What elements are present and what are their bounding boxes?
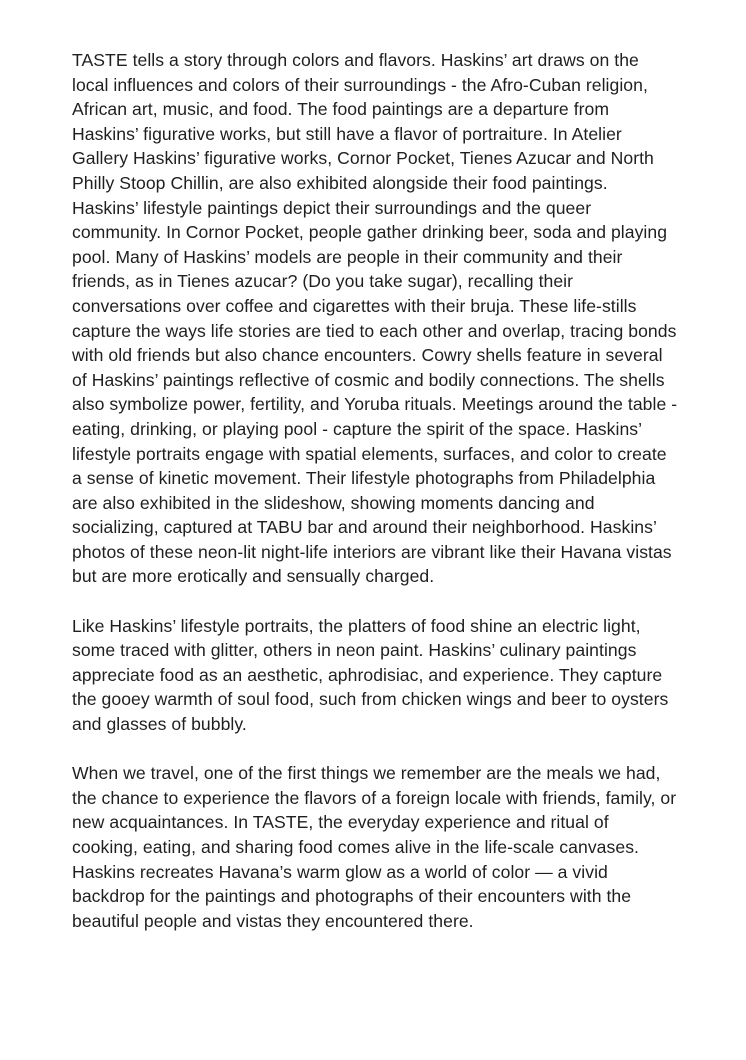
article-body bbox=[72, 48, 678, 933]
paragraph-food-paintings: Like Haskins’ lifestyle portraits, the platters of food shine an electric light, some traced with glitter, others in neon paint. Haskins’ culinary paintings appreciate food as an aesthetic, aphrodisiac, and experience. They capture the gooey warmth of soul food, such from chicken wings and beer to oysters and glasses of bubbly. bbox=[72, 615, 669, 735]
paragraph-travel: When we travel, one of the first things we remember are the meals we had, the chance to experience the flavors of a foreign locale with friends, family, or new acquaintances. In TASTE, the everyday experience and ritual of cooking, eating, and sharing food comes alive in the life-scale canvases. Haskins recreates Havana’s warm glow as a world of color — a vivid backdrop for the paintings and photographs of their encounters with the beautiful people and vistas they encountered there. bbox=[72, 763, 677, 931]
paragraph-intro: TASTE tells a story through colors and flavors. Haskins’ art draws on the local influences and colors of their surroundings - the Afro-Cuban religion, African art, music, and food. The food paintings are a departure from Haskins’ figurative works, but still have a flavor of portraiture. In Atelier Gallery Haskins’ figurative works, Cornor Pocket, Tienes Azucar and North Philly Stoop Chillin, are also exhibited alongside their food paintings. Haskins’ lifestyle paintings depict their surroundings and the queer community. In Cornor Pocket, people gather drinking beer, soda and playing pool. Many of Haskins’ models are people in their community and their friends, as in Tienes azucar? (Do you take sugar), recalling their conversations over coffee and cigarettes with their bruja. These life-stills capture the ways life stories are tied to each other and overlap, tracing bonds with old friends but also chance encounters. Cowry shells feature in several of Haskins’ paintings reflective of cosmic and bodily connections. The shells also symbolize power, fertility, and Yoruba rituals. Meetings around the table - eating, drinking, or playing pool - capture the spirit of the space. Haskins’ lifestyle portraits engage with spatial elements, surfaces, and color to create a sense of kinetic movement. Their lifestyle photographs from Philadelphia are also exhibited in the slideshow, showing moments dancing and socializing, captured at TABU bar and around their neighborhood. Haskins’ photos of these neon-lit night-life interiors are vibrant like their Havana vistas but are more erotically and sensually charged. bbox=[72, 50, 678, 587]
